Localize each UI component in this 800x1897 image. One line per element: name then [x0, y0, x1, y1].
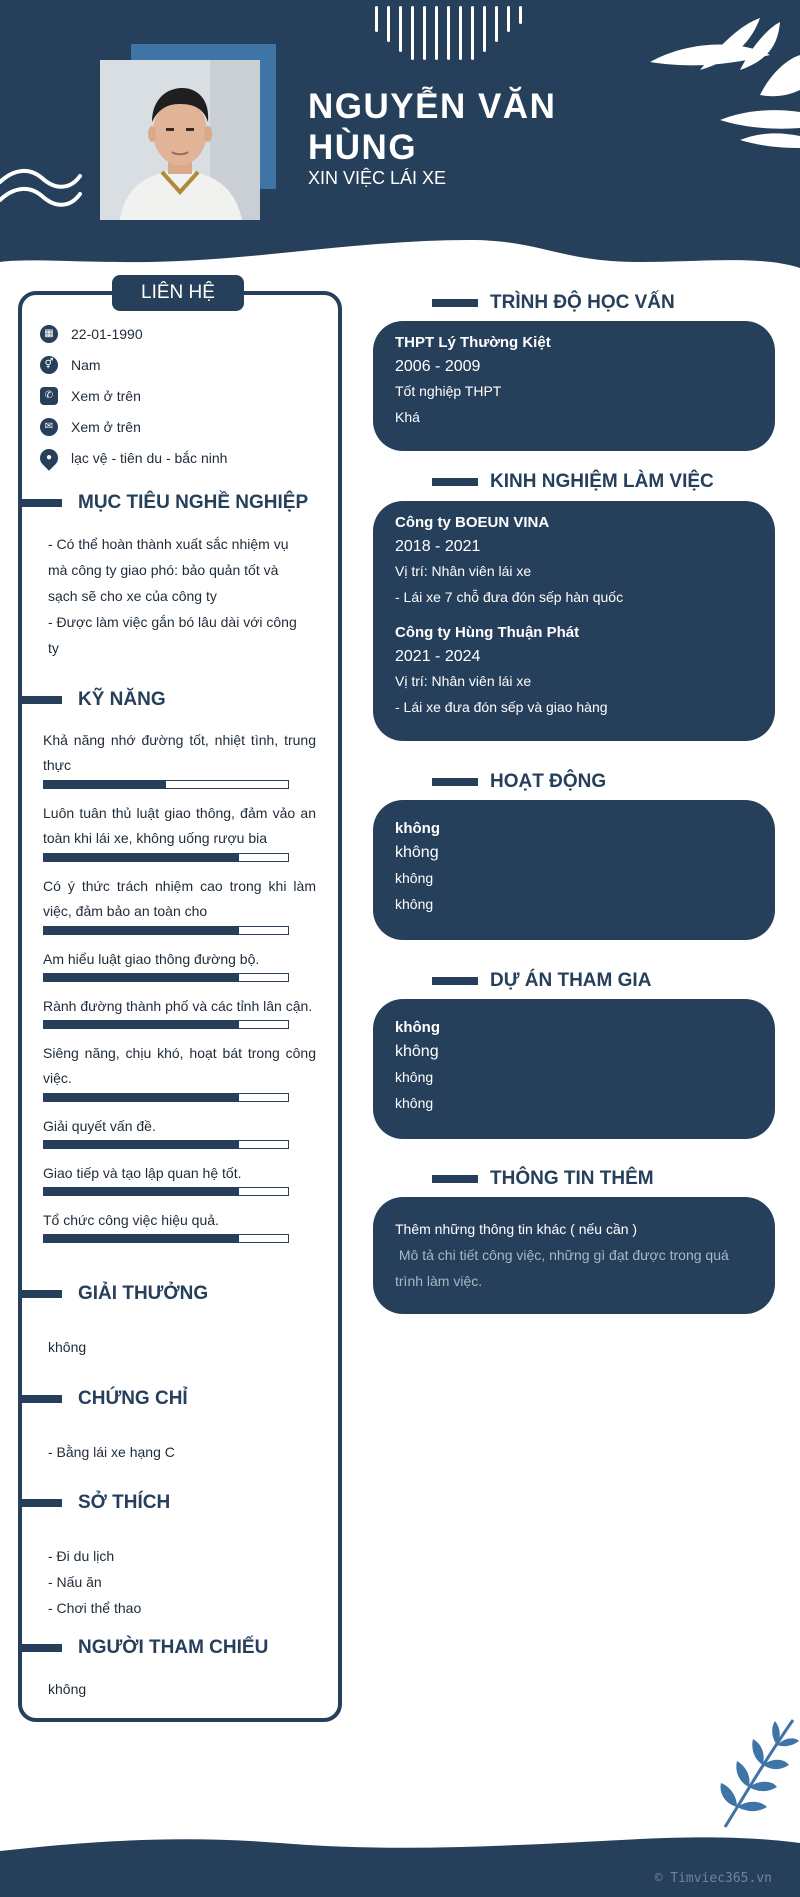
- skill-level-fill: [44, 854, 239, 861]
- projects-section-header: [432, 966, 651, 996]
- applied-position: XIN VIỆC LÁI XE: [308, 168, 447, 188]
- skill-level-fill: [44, 1021, 239, 1028]
- hobbies-section-header: [20, 1488, 170, 1518]
- job-description: - Lái xe đưa đón sếp và giao hàng: [395, 699, 608, 715]
- education-title: TRÌNH ĐỘ HỌC VẤN: [490, 292, 675, 313]
- calendar-icon: ▦: [40, 325, 58, 343]
- activities-card: [373, 800, 775, 940]
- references-text: không: [48, 1681, 87, 1697]
- project-line: không: [395, 1019, 440, 1036]
- activity-line: không: [395, 870, 434, 886]
- objective-section-header: [20, 488, 308, 518]
- skill-level-bar: [43, 1093, 289, 1102]
- contact-title: LIÊN HỆ: [112, 275, 244, 311]
- job-period: 2021 - 2024: [395, 648, 481, 665]
- job-description: - Lái xe 7 chỗ đưa đón sếp hàn quốc: [395, 589, 624, 605]
- hobbies-list: [48, 1543, 141, 1621]
- hobby-item: - Chơi thể thao: [48, 1600, 142, 1616]
- additional-section-header: [432, 1164, 654, 1194]
- skill-item-text: Am hiểu luật giao thông đường bộ.: [43, 951, 260, 967]
- skill-item-text: Giải quyết vấn đề.: [43, 1118, 156, 1134]
- activity-line: không: [395, 844, 439, 861]
- email-icon: ✉: [40, 418, 58, 436]
- contact-email-text: Xem ở trên: [71, 419, 141, 435]
- skill-level-fill: [44, 1235, 239, 1242]
- contact-gender: [40, 353, 101, 377]
- skill-level-bar: [43, 1020, 289, 1029]
- awards-section-header: [20, 1279, 208, 1309]
- certificates-section-header: [20, 1384, 188, 1414]
- additional-line: Thêm những thông tin khác ( nếu cần ): [395, 1221, 638, 1237]
- activity-line: không: [395, 820, 440, 837]
- education-school: THPT Lý Thường Kiệt: [395, 334, 551, 351]
- contact-phone-text: Xem ở trên: [71, 388, 141, 404]
- experience-title: KINH NGHIỆM LÀM VIỆC: [490, 471, 714, 492]
- skill-item-text: Luôn tuân thủ luật giao thông, đảm vảo an toàn khi lái xe, không uống rượu bia: [43, 805, 316, 846]
- skill-level-bar: [43, 926, 289, 935]
- contact-email: [40, 415, 141, 439]
- additional-description: trình làm việc.: [395, 1273, 483, 1289]
- job-company: Công ty Hùng Thuận Phát: [395, 624, 580, 641]
- skill-item-text: Siêng năng, chịu khó, hoạt bát trong công việc.: [43, 1045, 316, 1086]
- skill-level-fill: [44, 974, 239, 981]
- references-title: NGƯỜI THAM CHIẾU: [78, 1637, 269, 1658]
- awards-text: không: [48, 1339, 87, 1355]
- skill-item-text: Rành đường thành phố và các tỉnh lân cận.: [43, 998, 313, 1014]
- job-company: Công ty BOEUN VINA: [395, 514, 550, 531]
- watermark: © Timviec365.vn: [654, 1871, 772, 1886]
- skills-title: KỸ NĂNG: [78, 689, 166, 710]
- activity-line: không: [395, 896, 434, 912]
- job-role: Vị trí: Nhân viên lái xe: [395, 673, 532, 689]
- objective-line: - Được làm việc gắn bó lâu dài với công: [48, 614, 297, 630]
- contact-address: [40, 446, 227, 470]
- certificates-title: CHỨNG CHỈ: [78, 1388, 188, 1409]
- project-line: không: [395, 1069, 434, 1085]
- experience-section-header: [432, 467, 714, 497]
- contact-birthday: [40, 322, 143, 346]
- skill-level-fill: [44, 927, 239, 934]
- project-line: không: [395, 1043, 439, 1060]
- avatar: [100, 60, 260, 220]
- skill-level-bar: [43, 853, 289, 862]
- additional-card: [373, 1197, 775, 1314]
- gender-icon: ⚥: [40, 356, 58, 374]
- projects-title: DỰ ÁN THAM GIA: [490, 970, 652, 991]
- hobbies-title: SỞ THÍCH: [78, 1492, 171, 1513]
- activities-section-header: [432, 767, 606, 797]
- job-period: 2018 - 2021: [395, 538, 481, 555]
- skill-level-bar: [43, 1187, 289, 1196]
- contact-gender-text: Nam: [71, 357, 101, 373]
- skill-item-text: Khả năng nhớ đường tốt, nhiệt tình, trung thực: [43, 732, 316, 773]
- contact-address-text: lạc vệ - tiên du - bắc ninh: [71, 450, 228, 466]
- skills-section-header: [20, 685, 166, 715]
- phone-icon: ✆: [40, 387, 58, 405]
- skill-level-bar: [43, 780, 289, 789]
- additional-title: THÔNG TIN THÊM: [490, 1168, 654, 1189]
- objective-line: sạch sẽ cho xe của công ty: [48, 588, 217, 604]
- education-section-header: [432, 288, 675, 318]
- skill-level-bar: [43, 1234, 289, 1243]
- skill-item-text: Giao tiếp và tạo lập quan hệ tốt.: [43, 1165, 242, 1181]
- project-line: không: [395, 1095, 434, 1111]
- education-degree: Tốt nghiệp THPT: [395, 383, 502, 399]
- experience-card: [373, 501, 775, 741]
- skill-level-fill: [44, 1141, 239, 1148]
- objective-line: - Có thể hoàn thành xuất sắc nhiệm vụ: [48, 536, 289, 552]
- education-grade: Khá: [395, 409, 420, 425]
- awards-title: GIẢI THƯỞNG: [78, 1283, 209, 1304]
- skill-item-text: Có ý thức trách nhiệm cao trong khi làm việc, đảm bảo an toàn cho: [43, 878, 316, 919]
- hobby-item: - Đi du lịch: [48, 1548, 115, 1564]
- references-section-header: [20, 1633, 268, 1663]
- job-role: Vị trí: Nhân viên lái xe: [395, 563, 532, 579]
- objective-title: MỤC TIÊU NGHỀ NGHIỆP: [78, 492, 309, 513]
- candidate-name: NGUYỄN VĂN HÙNG: [308, 87, 557, 167]
- hobby-item: - Nấu ăn: [48, 1574, 102, 1590]
- contact-birthday-text: 22-01-1990: [71, 326, 143, 342]
- skill-level-fill: [44, 1094, 239, 1101]
- objective-line: mà công ty giao phó: bảo quản tốt và: [48, 562, 279, 578]
- skill-level-bar: [43, 1140, 289, 1149]
- projects-card: [373, 999, 775, 1139]
- education-period: 2006 - 2009: [395, 358, 481, 375]
- location-icon: ●: [36, 445, 61, 470]
- skill-level-bar: [43, 973, 289, 982]
- contact-phone: [40, 384, 141, 408]
- activities-title: HOẠT ĐỘNG: [490, 771, 607, 792]
- skill-level-fill: [44, 1188, 239, 1195]
- skill-item-text: Tổ chức công việc hiệu quả.: [43, 1212, 219, 1228]
- certificates-text: - Bằng lái xe hạng C: [48, 1444, 175, 1460]
- additional-description: Mô tả chi tiết công việc, những gì đạt được trong quá: [395, 1247, 729, 1263]
- skill-level-fill: [44, 781, 166, 788]
- objective-line: ty: [48, 640, 59, 656]
- objective-text: [48, 531, 308, 661]
- education-card: [373, 321, 775, 451]
